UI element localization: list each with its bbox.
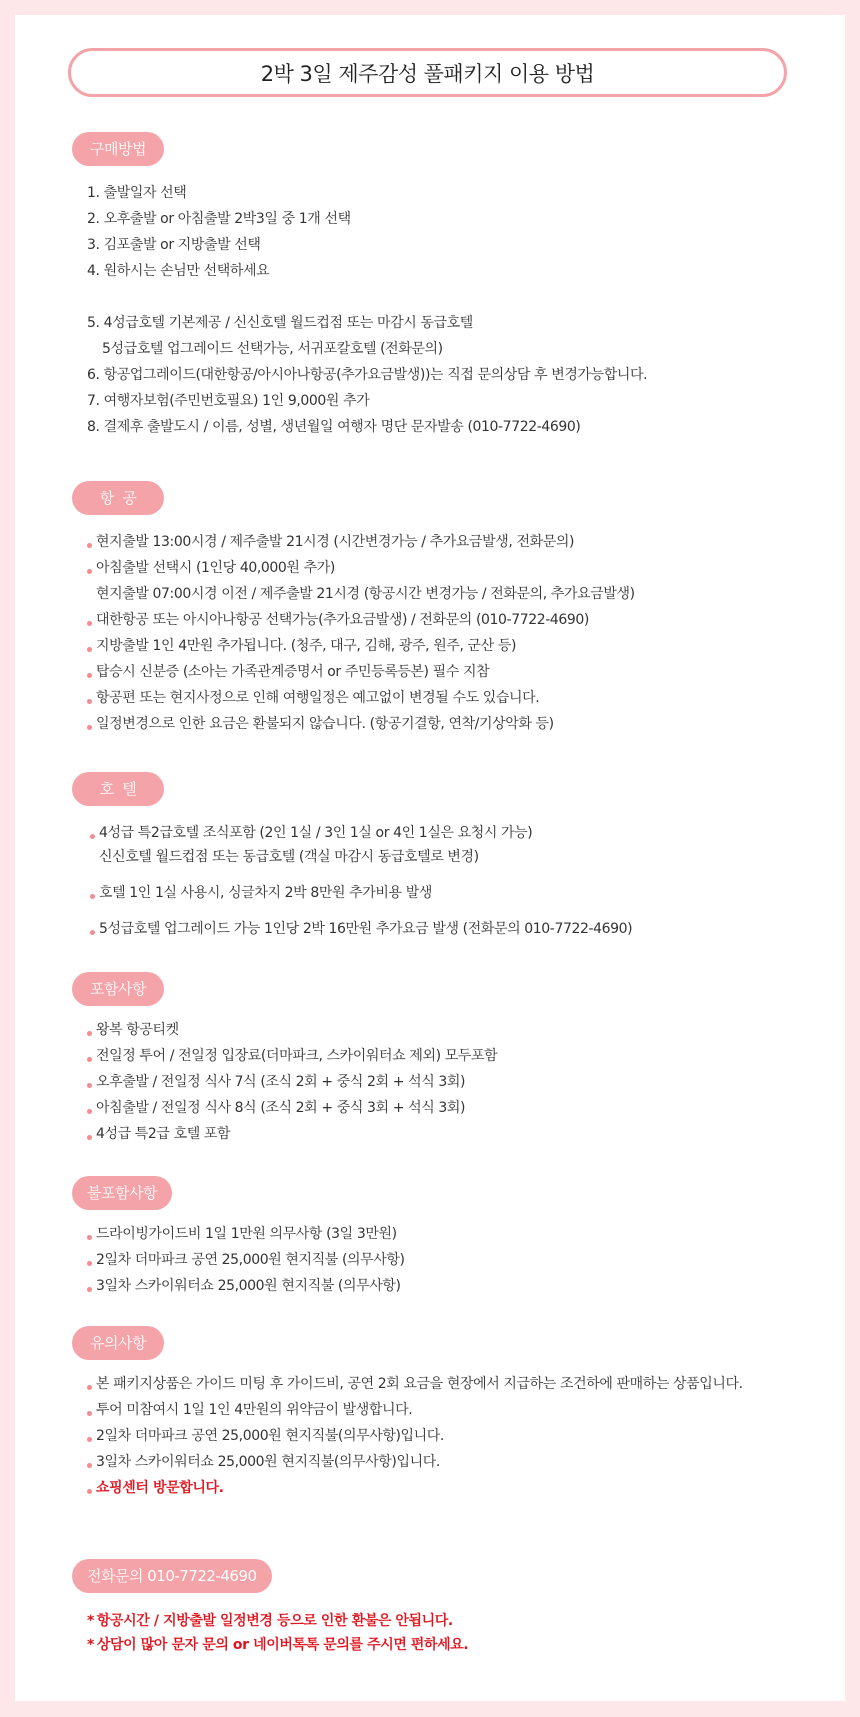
list-item: 본 패키지상품은 가이드 미팅 후 가이드비, 공연 2회 요금을 현장에서 지급하는 조건하에 판매하는 상품입니다. [87,1371,832,1397]
list-item: 3. 김포출발 or 지방출발 선택 [87,237,261,253]
list-item: 현지출발 13:00시경 / 제주출발 21시경 (시간변경가능 / 추가요금발생, 전화문의) [87,529,832,555]
list-item: 투어 미참여시 1일 1인 4만원의 위약금이 발생합니다. [87,1397,832,1423]
phone-contact-label[interactable]: 전화문의 010-7722-4690 [72,1559,272,1593]
content-card [15,15,845,1701]
list-item: 아침출발 / 전일정 식사 8식 (조식 2회 + 중식 3회 + 석식 3회) [87,1095,832,1121]
list-item: 2일차 더마파크 공연 25,000원 현지직불 (의무사항) [87,1247,832,1273]
list-item: 7. 여행자보험(주민번호필요) 1인 9,000원 추가 [87,393,370,409]
contact-section [72,1559,832,1657]
list-item: 6. 항공업그레이드(대한항공/아시아나항공(추가요금발생))는 직접 문의상담 후 변경가능합니다. [87,367,648,383]
hotel-label: 호 텔 [72,772,164,806]
list-item: 드라이빙가이드비 1일 1만원 의무사항 (3일 3만원) [87,1221,832,1247]
purchase-list [72,180,832,440]
flight-section [72,481,832,737]
purchase-section [72,132,832,440]
list-item: 호텔 1인 1실 사용시, 싱글차지 2박 8만원 추가비용 발생 [90,880,832,906]
star-mark: * [87,1613,94,1629]
notice-label: 유의사항 [72,1326,164,1360]
excluded-label: 불포함사항 [72,1176,172,1210]
list-item: 3일차 스카이워터쇼 25,000원 현지직불(의무사항)입니다. [87,1449,832,1475]
list-item: 대한항공 또는 아시아나항공 선택가능(추가요금발생) / 전화문의 (010-7722-4690) [87,607,832,633]
list-item: 8. 결제후 출발도시 / 이름, 성별, 생년월일 여행자 명단 문자발송 (010-7722-4690) [87,419,581,435]
list-item: 탑승시 신분증 (소아는 가족관계증명서 or 주민등록등본) 필수 지참 [87,659,832,685]
list-item: 항공편 또는 현지사정으로 인해 여행일정은 예고없이 변경될 수도 있습니다. [87,685,832,711]
list-item: 3일차 스카이워터쇼 25,000원 현지직불 (의무사항) [87,1273,832,1299]
included-label: 포함사항 [72,972,164,1006]
list-item: 5성급호텔 업그레이드 가능 1인당 2박 16만원 추가요금 발생 (전화문의 010-7722-4690) [90,916,832,942]
list-item: 현지출발 07:00시경 이전 / 제주출발 21시경 (항공시간 변경가능 / 전화문의, 추가요금발생) [96,586,635,602]
notice-section [72,1326,832,1501]
purchase-label: 구매방법 [72,132,164,166]
star-mark: * [87,1637,94,1653]
contact-notes [72,1609,832,1657]
list-item: 지방출발 1인 4만원 추가됩니다. (청주, 대구, 김해, 광주, 원주, 군산 등) [87,633,832,659]
included-section [72,972,832,1147]
list-item: 4성급 특2급호텔 조식포함 (2인 1실 / 3인 1실 or 4인 1실은 요청시 가능) [90,820,832,846]
list-item: 일정변경으로 인한 요금은 환불되지 않습니다. (항공기결항, 연착/기상악화 등) [87,711,832,737]
list-item: 왕복 항공티켓 [87,1017,832,1043]
list-item: 아침출발 선택시 (1인당 40,000원 추가) [87,555,832,581]
refund-note: * 항공시간 / 지방출발 일정변경 등으로 인한 환불은 안됩니다. [87,1613,453,1629]
flight-list [72,529,832,737]
included-list [72,1017,832,1147]
list-item: 4. 원하시는 손님만 선택하세요 [87,263,270,279]
list-item: 전일정 투어 / 전일정 입장료(더마파크, 스카이워터쇼 제외) 모두포함 [87,1043,832,1069]
list-item: 1. 출발일자 선택 [87,185,187,201]
list-item: 2일차 더마파크 공연 25,000원 현지직불(의무사항)입니다. [87,1423,832,1449]
list-item: 4성급 특2급 호텔 포함 [87,1121,832,1147]
hotel-section [72,772,832,942]
list-item: 2. 오후출발 or 아침출발 2박3일 중 1개 선택 [87,211,351,227]
page-title: 2박 3일 제주감성 풀패키지 이용 방법 [68,48,787,97]
spacer [87,284,832,310]
notice-list [72,1371,832,1501]
excluded-list [72,1221,832,1299]
flight-label: 항 공 [72,481,164,515]
list-item: 5성급호텔 업그레이드 선택가능, 서귀포칼호텔 (전화문의) [102,341,443,357]
list-item: 5. 4성급호텔 기본제공 / 신신호텔 월드컵점 또는 마감시 동급호텔 [87,315,473,331]
inquiry-note: * 상담이 많아 문자 문의 or 네이버톡톡 문의를 주시면 편하세요. [87,1637,469,1653]
hotel-list [72,820,832,942]
list-item: 오후출발 / 전일정 식사 7식 (조식 2회 + 중식 2회 + 석식 3회) [87,1069,832,1095]
shopping-notice: 쇼핑센터 방문합니다. [87,1475,832,1501]
excluded-section [72,1176,832,1299]
list-item: 신신호텔 월드컵점 또는 동급호텔 (객실 마감시 동급호텔로 변경) [99,849,479,865]
